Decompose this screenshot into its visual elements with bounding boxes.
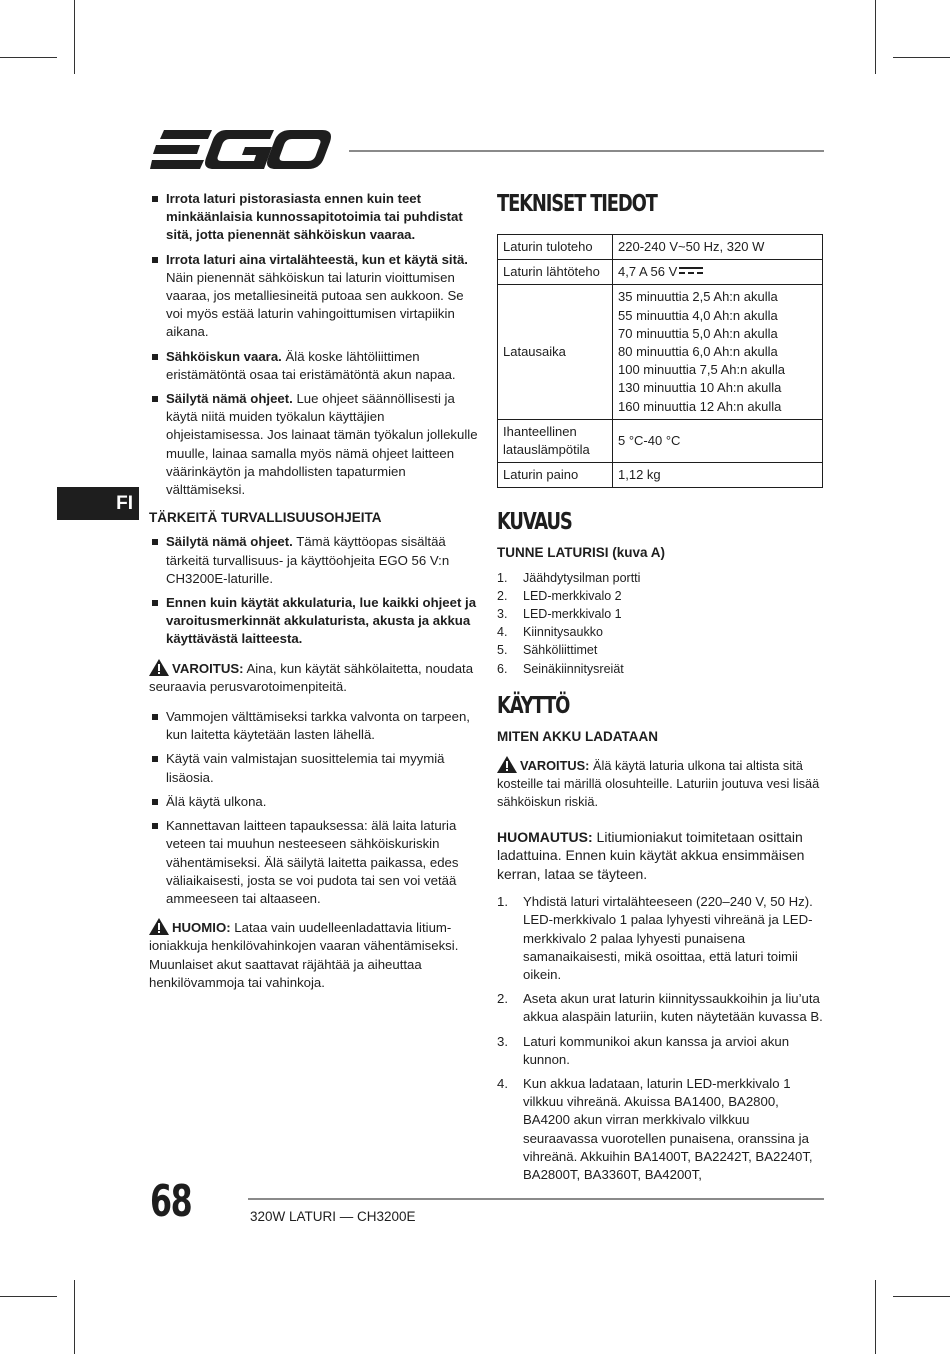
crop-mark: [74, 1280, 75, 1354]
table-cell: [613, 285, 823, 419]
specs-heading: TEKNISET TIEDOT: [497, 191, 657, 217]
bullet-list-top: [149, 190, 481, 499]
description-heading: KUVAUS: [497, 509, 572, 536]
ego-logo: [150, 128, 332, 172]
list-item: Säilytä nämä ohjeet. Lue ohjeet säännöllisesti ja käytä niitä muiden työkalun käyttäjien ohjeistamisessa. Jos lainaat tämän työkalun jollekulle muulle, lainaa samalla myös nämä ohjeet laitteen väärinkäytön ja mahdollisten tapaturmien välttämiseksi.: [149, 390, 481, 499]
page-number: 68: [150, 1176, 192, 1227]
list-item: Älä käytä ulkona.: [149, 793, 481, 811]
list-item: Sähköiskun vaara. Älä koske lähtöliittimen eristämätöntä osaa tai eristämätöntä akun napaa.: [149, 348, 481, 384]
list-item: 4. Kun akkua ladataan, laturin LED-merkkivalo 1 vilkkuu vihreänä. Akuissa BA1400, BA2800, BA4200 akun virran merkkivalo vilkkuu seuraavassa vuorotellen punaisena, oranssina ja vihreänä. Akkuihin BA1400T, BA2242T, BA2240T, BA2800T, BA3360T, BA4200T,: [497, 1076, 813, 1183]
charge-time-line: 70 minuuttia 5,0 Ah:n akulla: [618, 325, 778, 341]
table-cell: Laturin lähtöteho: [498, 260, 613, 285]
list-item: Ennen kuin käytät akkulaturia, lue kaikki ohjeet ja varoitusmerkinnät akkulaturista, akusta ja akkua käyttävästä laitteesta.: [149, 594, 481, 649]
crop-mark: [893, 1296, 950, 1297]
left-column: [149, 190, 481, 1004]
table-row: [498, 419, 823, 462]
crop-mark: [0, 57, 57, 58]
table-row: [498, 235, 823, 260]
list-item: 1. Yhdistä laturi virtalähteeseen (220–240 V, 50 Hz). LED-merkkivalo 1 palaa lyhyesti vihreänä ja LED-merkkivalo 2 palaa lyhyesti punaisena samanaikaisesti, mikä osoittaa, että laturi toimii oikein.: [497, 894, 813, 982]
charge-time-line: 130 minuuttia 10 Ah:n akulla: [618, 380, 782, 396]
caution-block: HUOMIO: Lataa vain uudelleenladattavia litium-ioniakkuja henkilövahinkojen vaaran vähentämiseksi. Muunlaiset akut saattavat räjähtää ja aiheuttaa henkilövammoja tai vahinkoja.: [149, 920, 459, 990]
crop-mark: [893, 57, 950, 58]
table-cell: 1,12 kg: [613, 463, 823, 488]
bullet-list-safety: [149, 533, 481, 648]
list-item: Säilytä nämä ohjeet. Tämä käyttöopas sisältää tärkeitä turvallisuus- ja käyttöohjeita EGO 56 V:n CH3200E-laturille.: [149, 533, 481, 588]
charging-steps: [497, 893, 825, 1184]
table-cell: Latausaika: [498, 285, 613, 419]
table-cell: 4,7 A 56 V: [613, 260, 823, 285]
list-item: 5. Sähköliittimet: [497, 643, 598, 658]
list-item: 4. Kiinnitysaukko: [497, 625, 603, 640]
table-row: [498, 285, 823, 419]
table-row: [498, 463, 823, 488]
crop-mark: [0, 1296, 57, 1297]
header-rule: [349, 150, 824, 152]
charge-time-line: 35 minuuttia 2,5 Ah:n akulla: [618, 289, 778, 305]
list-item: 2. Aseta akun urat laturin kiinnityssaukkoihin ja liu’uta akkua alaspäin laturiin, kuten näytetään kuvassa B.: [497, 991, 823, 1025]
list-item: Vammojen välttämiseksi tarkka valvonta on tarpeen, kun laitetta käytetään lasten lähellä.: [149, 708, 481, 744]
warning-block: VAROITUS: Älä käytä laturia ulkona tai altista sitä kosteille tai märillä olosuhteille. Laturiin joutuva vesi lisää sähköiskun riskiä.: [497, 758, 820, 810]
list-item: Irrota laturi pistorasiasta ennen kuin teet minkäänlaisia kunnossapitotoimia tai puhdistat sitä, jotta pienennät sähköiskun vaaraa.: [149, 190, 481, 245]
warning-icon: [497, 756, 517, 773]
footer-title: 320W LATURI — CH3200E: [250, 1209, 416, 1224]
list-item: 3. Laturi kommunikoi akun kanssa ja arvioi akun kunnon.: [497, 1033, 790, 1067]
warning-icon: [149, 918, 169, 935]
list-item: 3. LED-merkkivalo 1: [497, 607, 622, 622]
table-row: [498, 260, 823, 285]
description-subheading: TUNNE LATURISI (kuva A): [497, 545, 666, 561]
note-block: HUOMAUTUS: Litiumioniakut toimitetaan osittain ladattuina. Ennen kuin käytät akkua ensimmäisen kerran, lataa se täyteen.: [497, 828, 805, 882]
warning-block: VAROITUS: Aina, kun käytät sähkölaitetta, noudata seuraavia perusvarotoimenpiteitä.: [149, 660, 474, 694]
list-item: Irrota laturi aina virtalähteestä, kun et käytä sitä. Näin pienennät sähköiskun tai laturin vioittumisen vaaraa, jos metalliesineitä putoaa sen aukkoon. Se voi myös estää laturin vahingoittumisen virtapiikin aikana.: [149, 251, 481, 342]
specs-table: [497, 234, 823, 488]
warning-icon: [149, 659, 169, 676]
language-tab: FI: [57, 487, 139, 520]
dc-symbol-icon: [679, 267, 703, 275]
table-cell: 5 °C-40 °C: [613, 419, 823, 462]
list-item: 6. Seinäkiinnitysreiät: [497, 661, 624, 676]
bullet-list-plain: [149, 708, 481, 908]
list-item: Käytä vain valmistajan suosittelemia tai myymiä lisäosia.: [149, 750, 481, 786]
list-item: Kannettavan laitteen tapauksessa: älä laita laturia veteen tai muuhun nesteeseen sähköiskuriskin vähentämiseksi. Älä säilytä laitetta paikassa, edes väliaikaisesti, josta se voi pudota tai sen voi vetää ammeeseen tai altaaseen.: [149, 817, 481, 908]
parts-list: [497, 569, 825, 678]
charge-time-line: 55 minuuttia 4,0 Ah:n akulla: [618, 307, 778, 323]
table-cell: Ihanteellinen latauslämpötila: [498, 419, 613, 462]
table-cell: 220-240 V~50 Hz, 320 W: [613, 235, 823, 260]
crop-mark: [74, 0, 75, 74]
table-cell: Laturin paino: [498, 463, 613, 488]
table-cell: Laturin tuloteho: [498, 235, 613, 260]
usage-subheading: MITEN AKKU LADATAAN: [497, 728, 658, 744]
crop-mark: [875, 0, 876, 74]
list-item: 2. LED-merkkivalo 2: [497, 588, 622, 603]
right-column: [497, 190, 825, 1190]
footer-rule: [248, 1198, 824, 1200]
charge-time-line: 100 minuuttia 7,5 Ah:n akulla: [618, 362, 785, 378]
charge-time-line: 160 minuuttia 12 Ah:n akulla: [618, 398, 782, 414]
list-item: 1. Jäähdytysilman portti: [497, 570, 641, 585]
crop-mark: [875, 1280, 876, 1354]
usage-heading: KÄYTTÖ: [497, 692, 570, 719]
safety-heading: TÄRKEITÄ TURVALLISUUSOHJEITA: [149, 510, 382, 526]
charge-time-line: 80 minuuttia 6,0 Ah:n akulla: [618, 344, 778, 360]
